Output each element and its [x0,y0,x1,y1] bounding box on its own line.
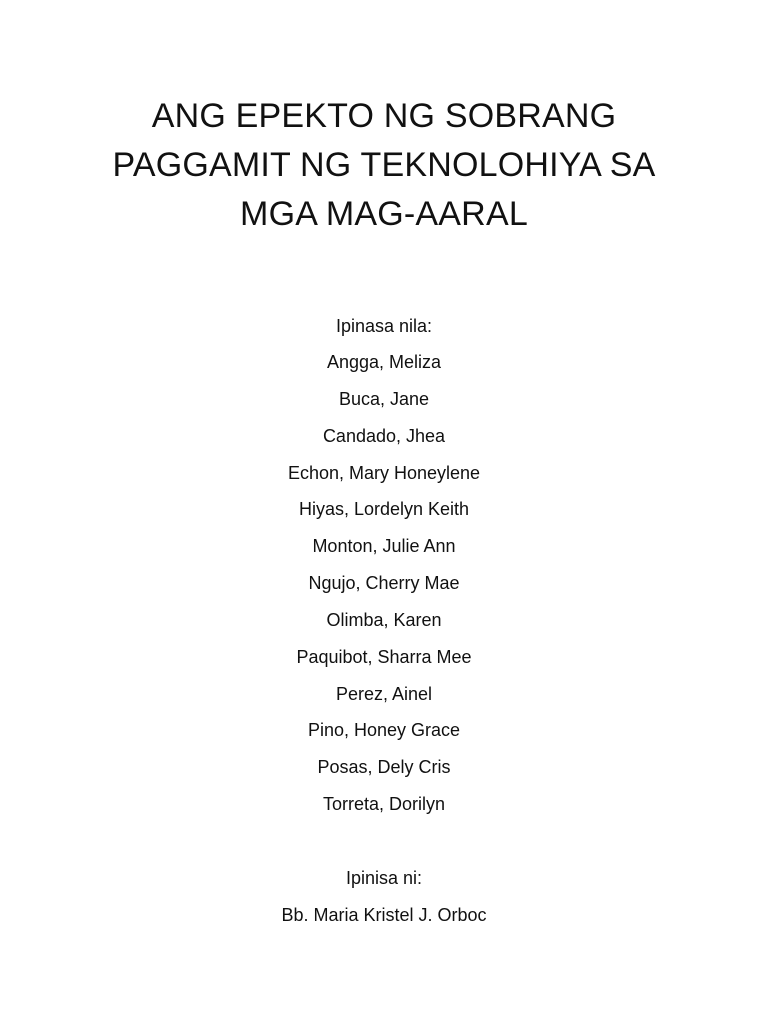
student-name: Paquibot, Sharra Mee [296,647,472,667]
title-line-3: MGA MAG-AARAL [240,195,528,233]
title-line-1: ANG EPEKTO NG SOBRANG [151,97,617,135]
submitted-by-label: Ipinasa nila: [335,316,433,336]
student-name: Echon, Mary Honeylene [287,463,481,483]
student-name: Buca, Jane [338,389,430,409]
student-name: Posas, Dely Cris [317,757,451,777]
student-name: Candado, Jhea [322,426,446,446]
submitted-to-label: Ipinisa ni: [345,868,423,888]
student-name: Olimba, Karen [326,610,442,630]
teacher-name: Bb. Maria Kristel J. Orboc [281,905,487,925]
student-name: Torreta, Dorilyn [322,794,446,814]
document-title [0,92,768,239]
student-name: Angga, Meliza [326,352,442,372]
student-name: Monton, Julie Ann [312,536,456,556]
title-line-2: PAGGAMIT NG TEKNOLOHIYA SA [112,146,656,184]
student-name: Hiyas, Lordelyn Keith [298,499,470,519]
student-name: Perez, Ainel [335,684,433,704]
student-name: Ngujo, Cherry Mae [308,573,460,593]
student-name: Pino, Honey Grace [307,720,461,740]
